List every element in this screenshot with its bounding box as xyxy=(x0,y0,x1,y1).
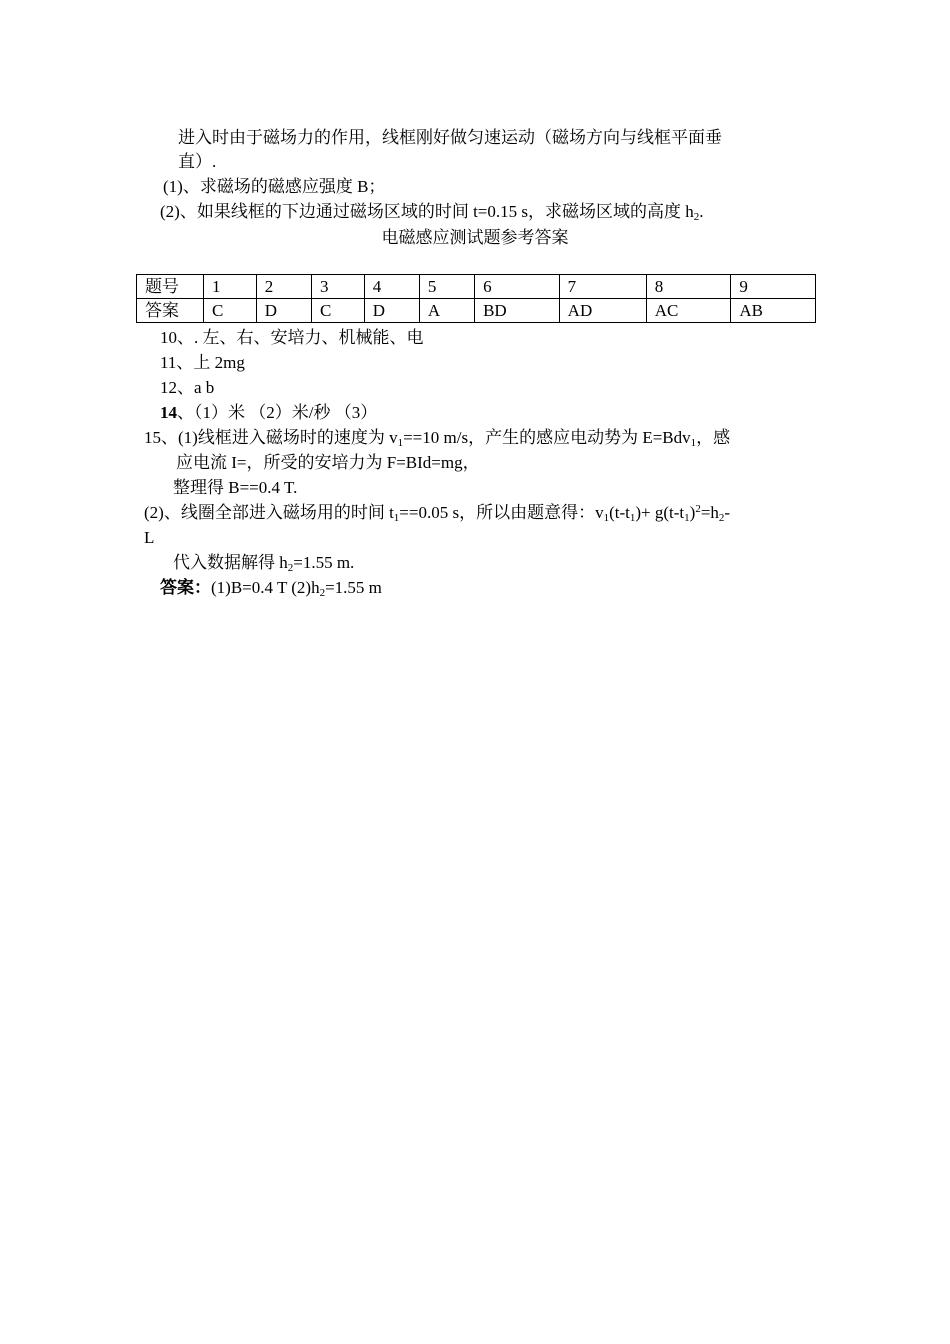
answer-15-line-4: (2)、线圈全部进入磁场用的时间 $t_1==0.05$ s，所以由题意得：$v_1(t-t_1)+ g(t-t_1)^2=h_2-$ xyxy=(144,503,731,524)
table-cell: 1 xyxy=(204,275,257,299)
table-cell: 2 xyxy=(256,275,311,299)
problem-text-line-2: 直）. xyxy=(178,152,217,171)
answer-key-title: 电磁感应测试题参考答案 xyxy=(381,228,569,247)
table-row xyxy=(137,299,816,323)
final-answer: 答案：(1)B=0.4 T $(2)h_2=1.55$ m xyxy=(160,578,382,599)
table-cell: 7 xyxy=(559,275,646,299)
problem-text-line-1: 进入时由于磁场力的作用，线框刚好做匀速运动（磁场方向与线框平面垂 xyxy=(178,128,722,147)
answer-10: 10、. 左、右、安培力、机械能、电 xyxy=(160,328,424,347)
question-2: (2)、如果线框的下边通过磁场区域的时间 t=0.15 s，求磁场区域的高度 $h_2$. xyxy=(160,202,704,223)
table-row xyxy=(137,275,816,299)
answer-15-line-2: 应电流 I=，所受的安培力为 F=BId=mg， xyxy=(176,453,480,472)
table-cell: C xyxy=(311,299,364,323)
table-cell: AB xyxy=(731,299,816,323)
table-cell: BD xyxy=(475,299,560,323)
table-cell: D xyxy=(364,299,419,323)
table-cell: 4 xyxy=(364,275,419,299)
answer-15-line-5: L xyxy=(144,528,155,547)
answer-14: 14、（1）米 （2）米/秒 （3） xyxy=(160,403,378,422)
table-answer-label: 答案 xyxy=(137,299,204,323)
question-1: (1)、求磁场的磁感应强度 B； xyxy=(163,177,386,196)
answer-15-line-3: 整理得 B==0.4 T. xyxy=(173,478,298,497)
table-header-label: 题号 xyxy=(137,275,204,299)
table-cell: 6 xyxy=(475,275,560,299)
table-cell: 5 xyxy=(419,275,474,299)
answer-15-line-6: 代入数据解得 $h_2=1.55$ m. xyxy=(173,553,355,574)
table-cell: 3 xyxy=(311,275,364,299)
answer-15-line-1: 15、(1)线框进入磁场时的速度为 $v_1==10$ m/s，产生的感应电动势为 E=Bdv$_1$，感 xyxy=(144,428,731,449)
table-cell: C xyxy=(204,299,257,323)
answer-11: 11、上 2mg xyxy=(160,353,245,372)
table-cell: AC xyxy=(646,299,731,323)
answer-12: 12、a b xyxy=(160,378,215,397)
answer-table xyxy=(136,274,816,323)
table-cell: AD xyxy=(559,299,646,323)
table-cell: 9 xyxy=(731,275,816,299)
table-cell: A xyxy=(419,299,474,323)
table-cell: 8 xyxy=(646,275,731,299)
table-cell: D xyxy=(256,299,311,323)
